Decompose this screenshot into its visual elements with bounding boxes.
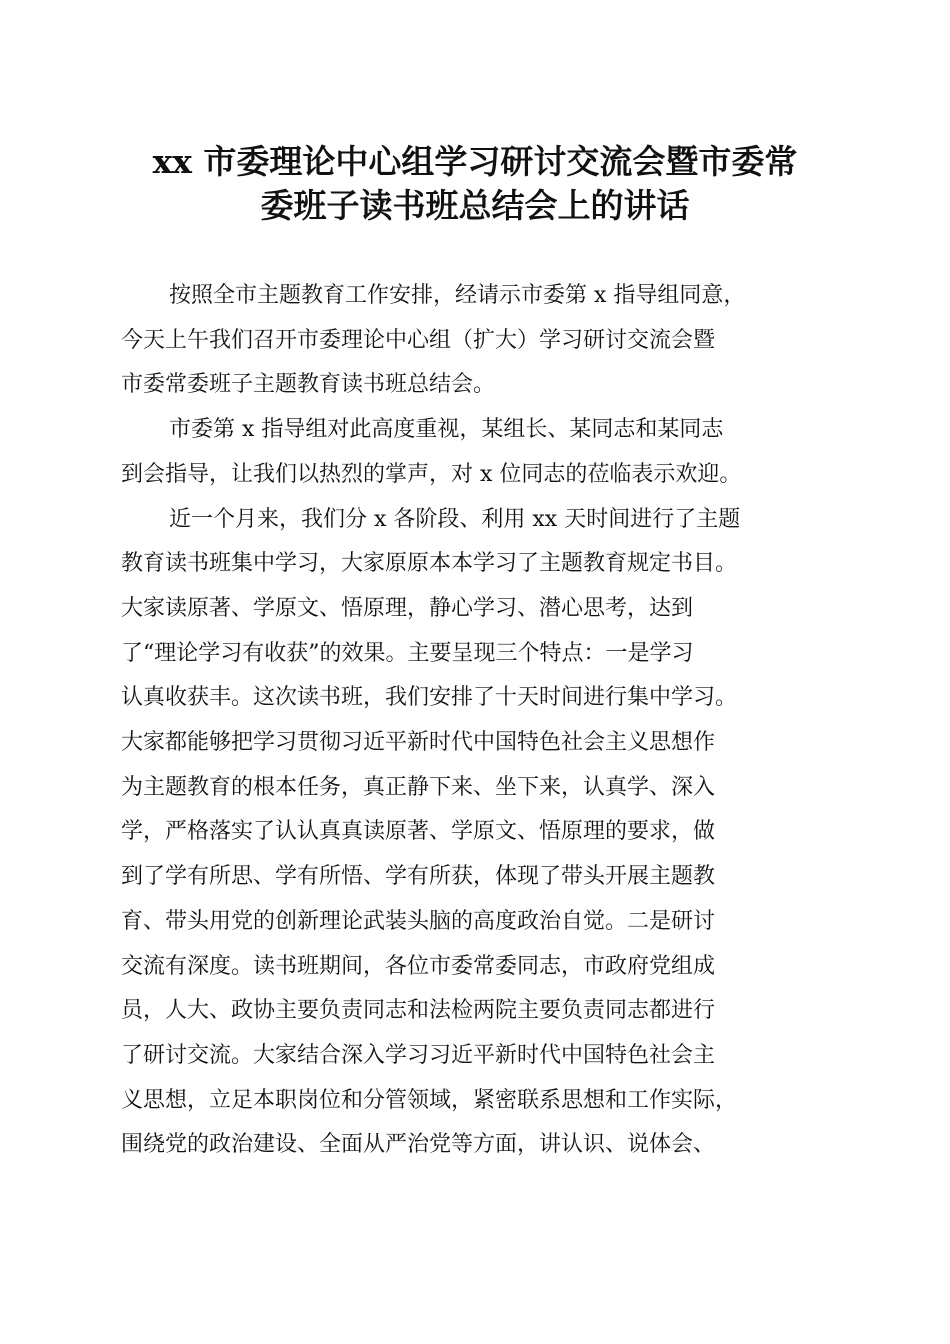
text-line: 市委常委班子主题教育读书班总结会。 <box>121 372 496 398</box>
text-line: 围绕党的政治建设、全面从严治党等方面，讲认识、说体会、 <box>121 1132 716 1158</box>
document-title <box>100 140 850 228</box>
text-line: 近一个月来，我们分 x 各阶段、利用 xx 天时间进行了主题 <box>169 506 741 532</box>
paragraph-1 <box>121 274 833 408</box>
text-line: 大家都能够把学习贯彻习近平新时代中国特色社会主义思想作 <box>121 730 716 756</box>
text-line: 大家读原著、学原文、悟原理，静心学习、潜心思考，达到 <box>121 595 694 621</box>
text-line: 为主题教育的根本任务，真正静下来、坐下来，认真学、深入 <box>121 774 716 800</box>
text-line: 按照全市主题教育工作安排，经请示市委第 x 指导组同意， <box>169 283 746 308</box>
text-line: 了“理论学习有收获”的效果。主要呈现三个特点：一是学习 <box>121 640 694 666</box>
text-line: 认真收获丰。这次读书班，我们安排了十天时间进行集中学习。 <box>121 685 738 711</box>
title-line-2: 委班子读书班总结会上的讲话 <box>260 186 690 225</box>
text-line: 学，严格落实了认认真真读原著、学原文、悟原理的要求，做 <box>121 819 716 845</box>
paragraph-3 <box>121 498 833 1169</box>
text-line: 交流有深度。读书班期间，各位市委常委同志，市政府党组成 <box>121 953 716 979</box>
text-line: 市委第 x 指导组对此高度重视，某组长、某同志和某同志 <box>169 417 724 443</box>
text-line: 了研讨交流。大家结合深入学习习近平新时代中国特色社会主 <box>121 1042 716 1068</box>
text-line: 到会指导，让我们以热烈的掌声，对 x 位同志的莅临表示欢迎。 <box>121 461 742 487</box>
text-line: 义思想，立足本职岗位和分管领域，紧密联系思想和工作实际， <box>121 1087 738 1113</box>
title-line-1: xx 市委理论中心组学习研讨交流会暨市委常 <box>152 142 798 181</box>
text-line: 今天上午我们召开市委理论中心组（扩大）学习研讨交流会暨 <box>121 327 716 353</box>
text-line: 员，人大、政协主要负责同志和法检两院主要负责同志都进行 <box>121 998 716 1024</box>
text-line: 教育读书班集中学习，大家原原本本学习了主题教育规定书目。 <box>121 551 738 577</box>
text-line: 育、带头用党的创新理论武装头脑的高度政治自觉。二是研讨 <box>121 908 716 934</box>
paragraph-2 <box>121 408 833 497</box>
text-line: 到了学有所思、学有所悟、学有所获，体现了带头开展主题教 <box>121 864 716 890</box>
document-body <box>121 274 833 1168</box>
